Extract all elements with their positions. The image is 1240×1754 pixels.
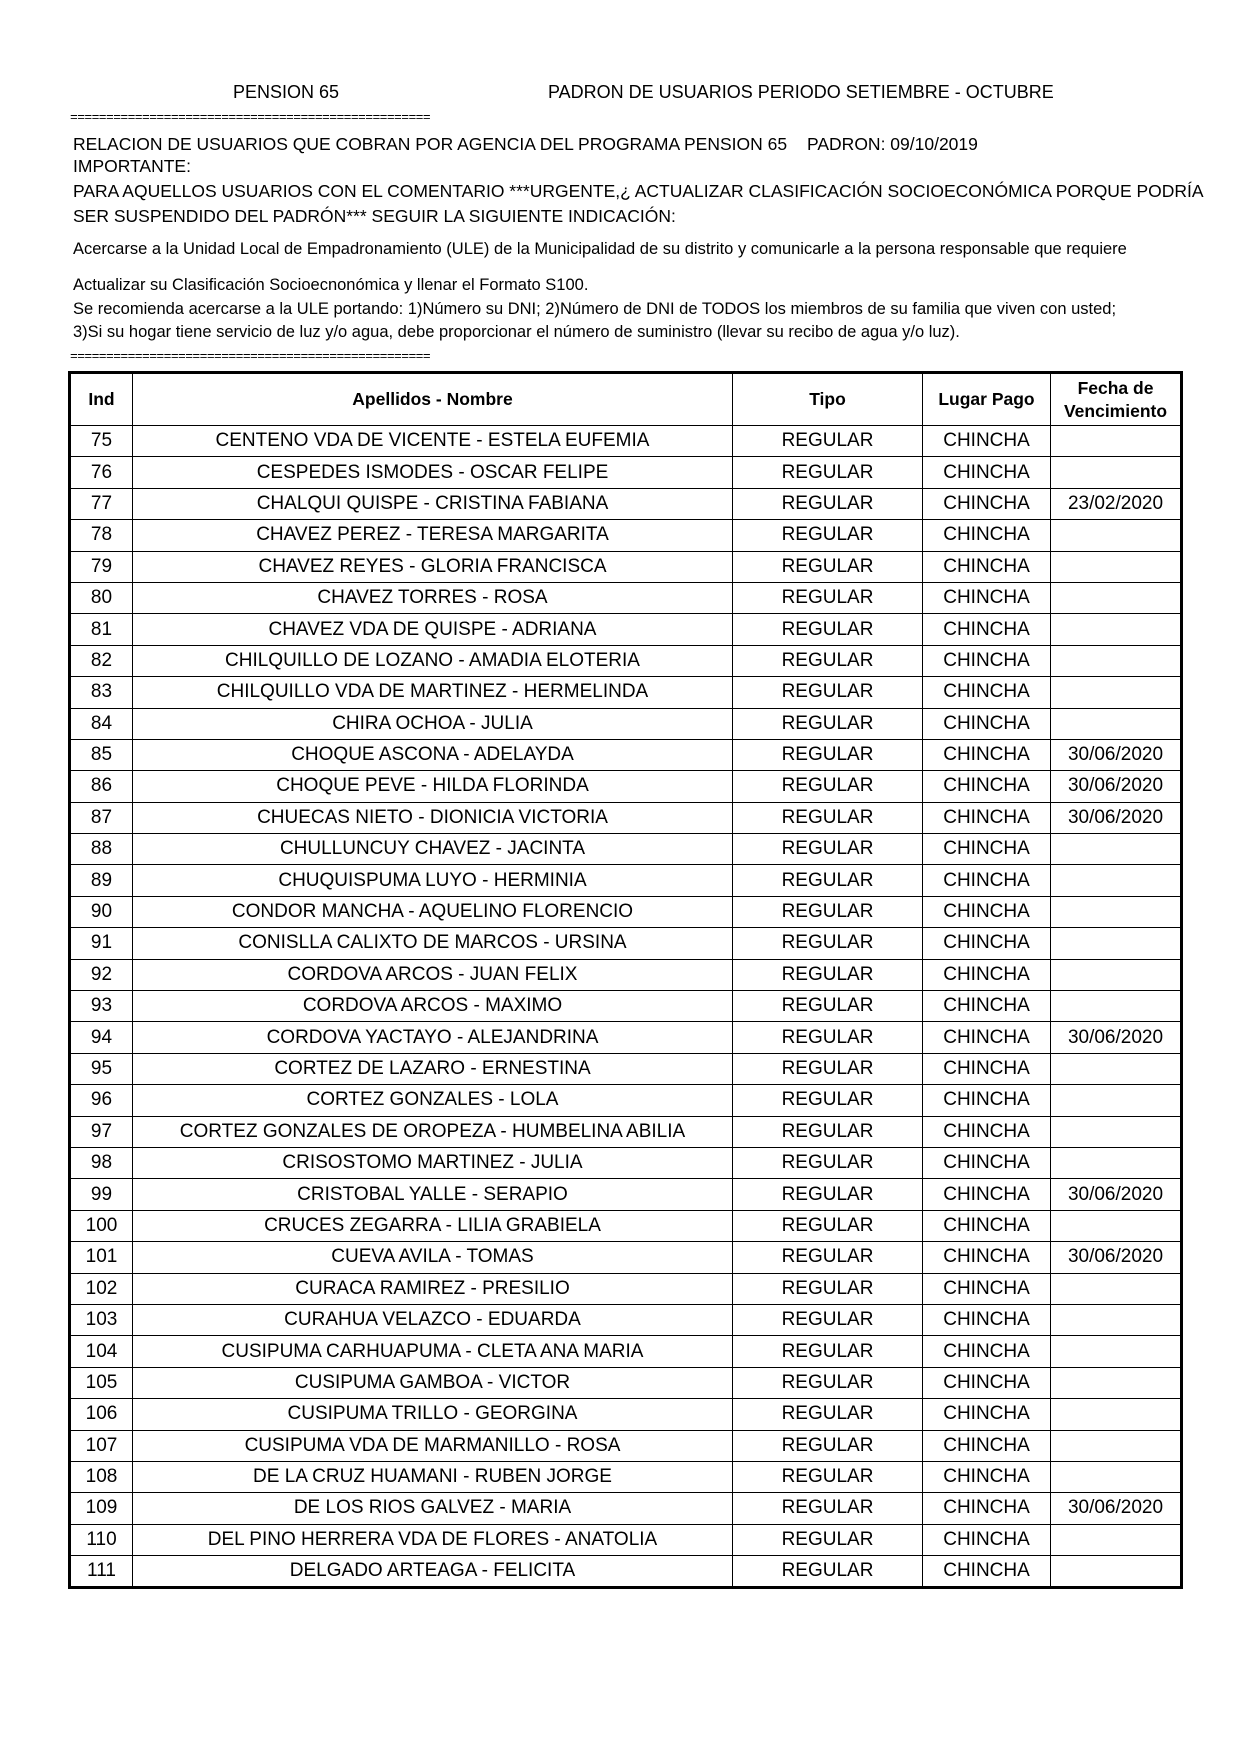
notice-line-2: SER SUSPENDIDO DEL PADRÓN*** SEGUIR LA SIGUIENTE INDICACIÓN:	[73, 206, 676, 226]
table-row	[70, 1273, 1182, 1304]
cell-ind: 75	[70, 426, 133, 457]
cell-lugar: CHINCHA	[923, 896, 1051, 927]
separator-line: ==================================================	[70, 110, 431, 125]
table-row	[70, 645, 1182, 676]
cell-fecha	[1051, 1336, 1182, 1367]
cell-ind: 97	[70, 1116, 133, 1147]
cell-tipo: REGULAR	[733, 520, 923, 551]
cell-ind: 98	[70, 1147, 133, 1178]
cell-lugar: CHINCHA	[923, 708, 1051, 739]
cell-lugar: CHINCHA	[923, 991, 1051, 1022]
cell-tipo: REGULAR	[733, 1556, 923, 1588]
cell-tipo: REGULAR	[733, 802, 923, 833]
cell-nombre: CENTENO VDA DE VICENTE - ESTELA EUFEMIA	[133, 426, 733, 457]
cell-lugar: CHINCHA	[923, 1179, 1051, 1210]
cell-lugar: CHINCHA	[923, 1022, 1051, 1053]
cell-tipo: REGULAR	[733, 614, 923, 645]
cell-nombre: CUSIPUMA TRILLO - GEORGINA	[133, 1399, 733, 1430]
cell-nombre: CURAHUA VELAZCO - EDUARDA	[133, 1304, 733, 1335]
cell-lugar: CHINCHA	[923, 614, 1051, 645]
cell-tipo: REGULAR	[733, 1179, 923, 1210]
cell-lugar: CHINCHA	[923, 928, 1051, 959]
table-row	[70, 582, 1182, 613]
cell-lugar: CHINCHA	[923, 1430, 1051, 1461]
cell-tipo: REGULAR	[733, 896, 923, 927]
table-row	[70, 991, 1182, 1022]
cell-ind: 85	[70, 739, 133, 770]
table-row	[70, 802, 1182, 833]
table-row	[70, 1242, 1182, 1273]
cell-lugar: CHINCHA	[923, 1336, 1051, 1367]
cell-lugar: CHINCHA	[923, 1399, 1051, 1430]
cell-tipo: REGULAR	[733, 1493, 923, 1524]
cell-tipo: REGULAR	[733, 551, 923, 582]
table-row	[70, 551, 1182, 582]
table-row	[70, 1367, 1182, 1398]
cell-lugar: CHINCHA	[923, 1242, 1051, 1273]
cell-nombre: CHILQUILLO VDA DE MARTINEZ - HERMELINDA	[133, 677, 733, 708]
cell-ind: 103	[70, 1304, 133, 1335]
cell-lugar: CHINCHA	[923, 1461, 1051, 1492]
cell-tipo: REGULAR	[733, 928, 923, 959]
cell-nombre: CHAVEZ VDA DE QUISPE - ADRIANA	[133, 614, 733, 645]
cell-fecha	[1051, 426, 1182, 457]
cell-nombre: CHAVEZ REYES - GLORIA FRANCISCA	[133, 551, 733, 582]
cell-fecha	[1051, 1085, 1182, 1116]
cell-tipo: REGULAR	[733, 1399, 923, 1430]
cell-tipo: REGULAR	[733, 1367, 923, 1398]
cell-ind: 81	[70, 614, 133, 645]
cell-ind: 102	[70, 1273, 133, 1304]
table-row	[70, 1210, 1182, 1241]
table-row	[70, 1336, 1182, 1367]
cell-tipo: REGULAR	[733, 677, 923, 708]
cell-ind: 92	[70, 959, 133, 990]
table-row	[70, 896, 1182, 927]
table-row	[70, 1461, 1182, 1492]
cell-nombre: CORDOVA YACTAYO - ALEJANDRINA	[133, 1022, 733, 1053]
users-table	[68, 371, 1183, 1589]
cell-lugar: CHINCHA	[923, 488, 1051, 519]
cell-nombre: DEL PINO HERRERA VDA DE FLORES - ANATOLIA	[133, 1524, 733, 1555]
table-row	[70, 1399, 1182, 1430]
cell-fecha	[1051, 991, 1182, 1022]
table-row	[70, 1116, 1182, 1147]
cell-fecha: 30/06/2020	[1051, 802, 1182, 833]
table-row	[70, 1556, 1182, 1588]
cell-nombre: CHIRA OCHOA - JULIA	[133, 708, 733, 739]
cell-lugar: CHINCHA	[923, 1273, 1051, 1304]
table-row	[70, 677, 1182, 708]
cell-lugar: CHINCHA	[923, 865, 1051, 896]
cell-ind: 108	[70, 1461, 133, 1492]
cell-nombre: CONISLLA CALIXTO DE MARCOS - URSINA	[133, 928, 733, 959]
cell-fecha	[1051, 1556, 1182, 1588]
cell-nombre: CORDOVA ARCOS - MAXIMO	[133, 991, 733, 1022]
cell-fecha	[1051, 520, 1182, 551]
cell-ind: 79	[70, 551, 133, 582]
cell-tipo: REGULAR	[733, 1304, 923, 1335]
cell-fecha	[1051, 1116, 1182, 1147]
table-row	[70, 1053, 1182, 1084]
cell-lugar: CHINCHA	[923, 1304, 1051, 1335]
cell-ind: 105	[70, 1367, 133, 1398]
program-title: PENSION 65	[233, 82, 340, 102]
table-row	[70, 1493, 1182, 1524]
cell-tipo: REGULAR	[733, 1273, 923, 1304]
cell-nombre: CUSIPUMA CARHUAPUMA - CLETA ANA MARIA	[133, 1336, 733, 1367]
cell-nombre: CRISOSTOMO MARTINEZ - JULIA	[133, 1147, 733, 1178]
cell-ind: 109	[70, 1493, 133, 1524]
cell-nombre: CHOQUE ASCONA - ADELAYDA	[133, 739, 733, 770]
table-row	[70, 520, 1182, 551]
cell-tipo: REGULAR	[733, 959, 923, 990]
cell-fecha	[1051, 1304, 1182, 1335]
cell-lugar: CHINCHA	[923, 834, 1051, 865]
cell-tipo: REGULAR	[733, 834, 923, 865]
cell-tipo: REGULAR	[733, 739, 923, 770]
cell-fecha	[1051, 614, 1182, 645]
cell-nombre: CRISTOBAL YALLE - SERAPIO	[133, 1179, 733, 1210]
cell-fecha	[1051, 1367, 1182, 1398]
cell-nombre: DELGADO ARTEAGA - FELICITA	[133, 1556, 733, 1588]
cell-nombre: DE LA CRUZ HUAMANI - RUBEN JORGE	[133, 1461, 733, 1492]
cell-lugar: CHINCHA	[923, 551, 1051, 582]
cell-nombre: CORTEZ GONZALES DE OROPEZA - HUMBELINA ABILIA	[133, 1116, 733, 1147]
cell-tipo: REGULAR	[733, 1053, 923, 1084]
importante-label: IMPORTANTE:	[73, 156, 191, 176]
table-row	[70, 1147, 1182, 1178]
cell-ind: 89	[70, 865, 133, 896]
cell-lugar: CHINCHA	[923, 520, 1051, 551]
table-row	[70, 457, 1182, 488]
cell-tipo: REGULAR	[733, 1524, 923, 1555]
cell-lugar: CHINCHA	[923, 1210, 1051, 1241]
col-header-fecha-line-2: Vencimiento	[1063, 400, 1168, 421]
table-row	[70, 1304, 1182, 1335]
table-row	[70, 614, 1182, 645]
cell-nombre: CUSIPUMA VDA DE MARMANILLO - ROSA	[133, 1430, 733, 1461]
cell-nombre: CORDOVA ARCOS - JUAN FELIX	[133, 959, 733, 990]
col-header-ind: Ind	[70, 373, 133, 426]
cell-ind: 99	[70, 1179, 133, 1210]
cell-ind: 78	[70, 520, 133, 551]
cell-fecha	[1051, 1147, 1182, 1178]
cell-nombre: CESPEDES ISMODES - OSCAR FELIPE	[133, 457, 733, 488]
cell-ind: 111	[70, 1556, 133, 1588]
cell-fecha: 30/06/2020	[1051, 1242, 1182, 1273]
cell-tipo: REGULAR	[733, 991, 923, 1022]
table-row	[70, 1524, 1182, 1555]
padron-period-title: PADRON DE USUARIOS PERIODO SETIEMBRE - OCTUBRE	[548, 82, 1054, 102]
cell-ind: 110	[70, 1524, 133, 1555]
cell-lugar: CHINCHA	[923, 802, 1051, 833]
cell-tipo: REGULAR	[733, 1147, 923, 1178]
cell-fecha: 30/06/2020	[1051, 771, 1182, 802]
cell-nombre: CURACA RAMIREZ - PRESILIO	[133, 1273, 733, 1304]
cell-ind: 88	[70, 834, 133, 865]
cell-fecha	[1051, 1399, 1182, 1430]
cell-ind: 91	[70, 928, 133, 959]
cell-lugar: CHINCHA	[923, 645, 1051, 676]
cell-lugar: CHINCHA	[923, 1524, 1051, 1555]
col-header-tipo: Tipo	[733, 373, 923, 426]
cell-fecha	[1051, 1053, 1182, 1084]
cell-ind: 100	[70, 1210, 133, 1241]
cell-tipo: REGULAR	[733, 865, 923, 896]
cell-nombre: CUEVA AVILA - TOMAS	[133, 1242, 733, 1273]
cell-fecha	[1051, 1210, 1182, 1241]
table-row	[70, 771, 1182, 802]
instruction-2: Actualizar su Clasificación Socioecnonómica y llenar el Formato S100.	[73, 276, 589, 294]
cell-nombre: CHULLUNCUY CHAVEZ - JACINTA	[133, 834, 733, 865]
cell-lugar: CHINCHA	[923, 1085, 1051, 1116]
table-row	[70, 834, 1182, 865]
cell-fecha	[1051, 677, 1182, 708]
table-header-row	[70, 373, 1182, 426]
cell-fecha	[1051, 834, 1182, 865]
cell-fecha	[1051, 551, 1182, 582]
cell-fecha	[1051, 457, 1182, 488]
table-row	[70, 865, 1182, 896]
cell-ind: 90	[70, 896, 133, 927]
cell-ind: 94	[70, 1022, 133, 1053]
cell-tipo: REGULAR	[733, 1430, 923, 1461]
cell-nombre: CHAVEZ PEREZ - TERESA MARGARITA	[133, 520, 733, 551]
cell-lugar: CHINCHA	[923, 1556, 1051, 1588]
col-header-lugar: Lugar Pago	[923, 373, 1051, 426]
cell-nombre: CHILQUILLO DE LOZANO - AMADIA ELOTERIA	[133, 645, 733, 676]
cell-fecha	[1051, 1273, 1182, 1304]
cell-lugar: CHINCHA	[923, 1116, 1051, 1147]
table-row	[70, 488, 1182, 519]
cell-ind: 82	[70, 645, 133, 676]
cell-nombre: CHOQUE PEVE - HILDA FLORINDA	[133, 771, 733, 802]
cell-tipo: REGULAR	[733, 1242, 923, 1273]
notice-line-1: PARA AQUELLOS USUARIOS CON EL COMENTARIO ***URGENTE,¿ ACTUALIZAR CLASIFICACIÓN SOCIOECONÓMICA PORQUE PODRÍA	[73, 181, 1204, 201]
cell-nombre: CONDOR MANCHA - AQUELINO FLORENCIO	[133, 896, 733, 927]
padron-date: PADRON: 09/10/2019	[807, 134, 978, 154]
cell-fecha	[1051, 708, 1182, 739]
cell-ind: 104	[70, 1336, 133, 1367]
cell-ind: 96	[70, 1085, 133, 1116]
instruction-1: Acercarse a la Unidad Local de Empadronamiento (ULE) de la Municipalidad de su distrito y comunicarle a la persona responsable que requiere	[73, 240, 1127, 258]
cell-fecha	[1051, 582, 1182, 613]
cell-nombre: CORTEZ GONZALES - LOLA	[133, 1085, 733, 1116]
cell-fecha	[1051, 928, 1182, 959]
cell-lugar: CHINCHA	[923, 677, 1051, 708]
cell-ind: 87	[70, 802, 133, 833]
table-row	[70, 959, 1182, 990]
cell-fecha	[1051, 1430, 1182, 1461]
cell-nombre: CHAVEZ TORRES - ROSA	[133, 582, 733, 613]
table-row	[70, 1430, 1182, 1461]
cell-fecha	[1051, 896, 1182, 927]
cell-fecha	[1051, 645, 1182, 676]
cell-nombre: CHUQUISPUMA LUYO - HERMINIA	[133, 865, 733, 896]
table-row	[70, 1179, 1182, 1210]
cell-ind: 84	[70, 708, 133, 739]
cell-ind: 76	[70, 457, 133, 488]
cell-tipo: REGULAR	[733, 1336, 923, 1367]
cell-tipo: REGULAR	[733, 1116, 923, 1147]
table-row	[70, 1022, 1182, 1053]
cell-fecha: 30/06/2020	[1051, 739, 1182, 770]
relation-line: RELACION DE USUARIOS QUE COBRAN POR AGENCIA DEL PROGRAMA PENSION 65	[73, 134, 788, 154]
cell-lugar: CHINCHA	[923, 1147, 1051, 1178]
cell-ind: 83	[70, 677, 133, 708]
cell-fecha	[1051, 1461, 1182, 1492]
cell-nombre: CHALQUI QUISPE - CRISTINA FABIANA	[133, 488, 733, 519]
cell-tipo: REGULAR	[733, 426, 923, 457]
col-header-fecha	[1051, 373, 1182, 426]
cell-fecha: 30/06/2020	[1051, 1022, 1182, 1053]
cell-ind: 93	[70, 991, 133, 1022]
col-header-nombre: Apellidos - Nombre	[133, 373, 733, 426]
cell-nombre: DE LOS RIOS GALVEZ - MARIA	[133, 1493, 733, 1524]
cell-tipo: REGULAR	[733, 1085, 923, 1116]
cell-nombre: CRUCES ZEGARRA - LILIA GRABIELA	[133, 1210, 733, 1241]
cell-tipo: REGULAR	[733, 457, 923, 488]
instruction-4: 3)Si su hogar tiene servicio de luz y/o agua, debe proporcionar el número de suministro (llevar su recibo de agua y/o luz).	[73, 323, 960, 341]
table-row	[70, 708, 1182, 739]
cell-lugar: CHINCHA	[923, 582, 1051, 613]
cell-lugar: CHINCHA	[923, 739, 1051, 770]
cell-fecha: 30/06/2020	[1051, 1493, 1182, 1524]
table-row	[70, 1085, 1182, 1116]
cell-fecha	[1051, 959, 1182, 990]
table-row	[70, 739, 1182, 770]
cell-nombre: CORTEZ DE LAZARO - ERNESTINA	[133, 1053, 733, 1084]
cell-ind: 101	[70, 1242, 133, 1273]
cell-ind: 95	[70, 1053, 133, 1084]
cell-fecha: 30/06/2020	[1051, 1179, 1182, 1210]
col-header-fecha-line-1: Fecha de	[1077, 377, 1154, 398]
table-row	[70, 426, 1182, 457]
cell-tipo: REGULAR	[733, 1022, 923, 1053]
cell-lugar: CHINCHA	[923, 959, 1051, 990]
cell-lugar: CHINCHA	[923, 1053, 1051, 1084]
table-body	[70, 426, 1182, 1588]
cell-tipo: REGULAR	[733, 488, 923, 519]
cell-tipo: REGULAR	[733, 1210, 923, 1241]
instruction-3: Se recomienda acercarse a la ULE portando: 1)Número su DNI; 2)Número de DNI de TODOS los miembros de su familia que viven con usted;	[73, 300, 1117, 318]
cell-lugar: CHINCHA	[923, 426, 1051, 457]
cell-tipo: REGULAR	[733, 582, 923, 613]
cell-fecha	[1051, 1524, 1182, 1555]
cell-fecha	[1051, 865, 1182, 896]
cell-nombre: CHUECAS NIETO - DIONICIA VICTORIA	[133, 802, 733, 833]
cell-nombre: CUSIPUMA GAMBOA - VICTOR	[133, 1367, 733, 1398]
cell-tipo: REGULAR	[733, 645, 923, 676]
cell-tipo: REGULAR	[733, 708, 923, 739]
cell-tipo: REGULAR	[733, 1461, 923, 1492]
cell-ind: 86	[70, 771, 133, 802]
cell-lugar: CHINCHA	[923, 457, 1051, 488]
table-row	[70, 928, 1182, 959]
cell-ind: 106	[70, 1399, 133, 1430]
cell-lugar: CHINCHA	[923, 771, 1051, 802]
cell-fecha: 23/02/2020	[1051, 488, 1182, 519]
cell-ind: 77	[70, 488, 133, 519]
cell-lugar: CHINCHA	[923, 1493, 1051, 1524]
separator-line-2: ==================================================	[70, 349, 431, 364]
cell-lugar: CHINCHA	[923, 1367, 1051, 1398]
cell-tipo: REGULAR	[733, 771, 923, 802]
cell-ind: 80	[70, 582, 133, 613]
cell-ind: 107	[70, 1430, 133, 1461]
